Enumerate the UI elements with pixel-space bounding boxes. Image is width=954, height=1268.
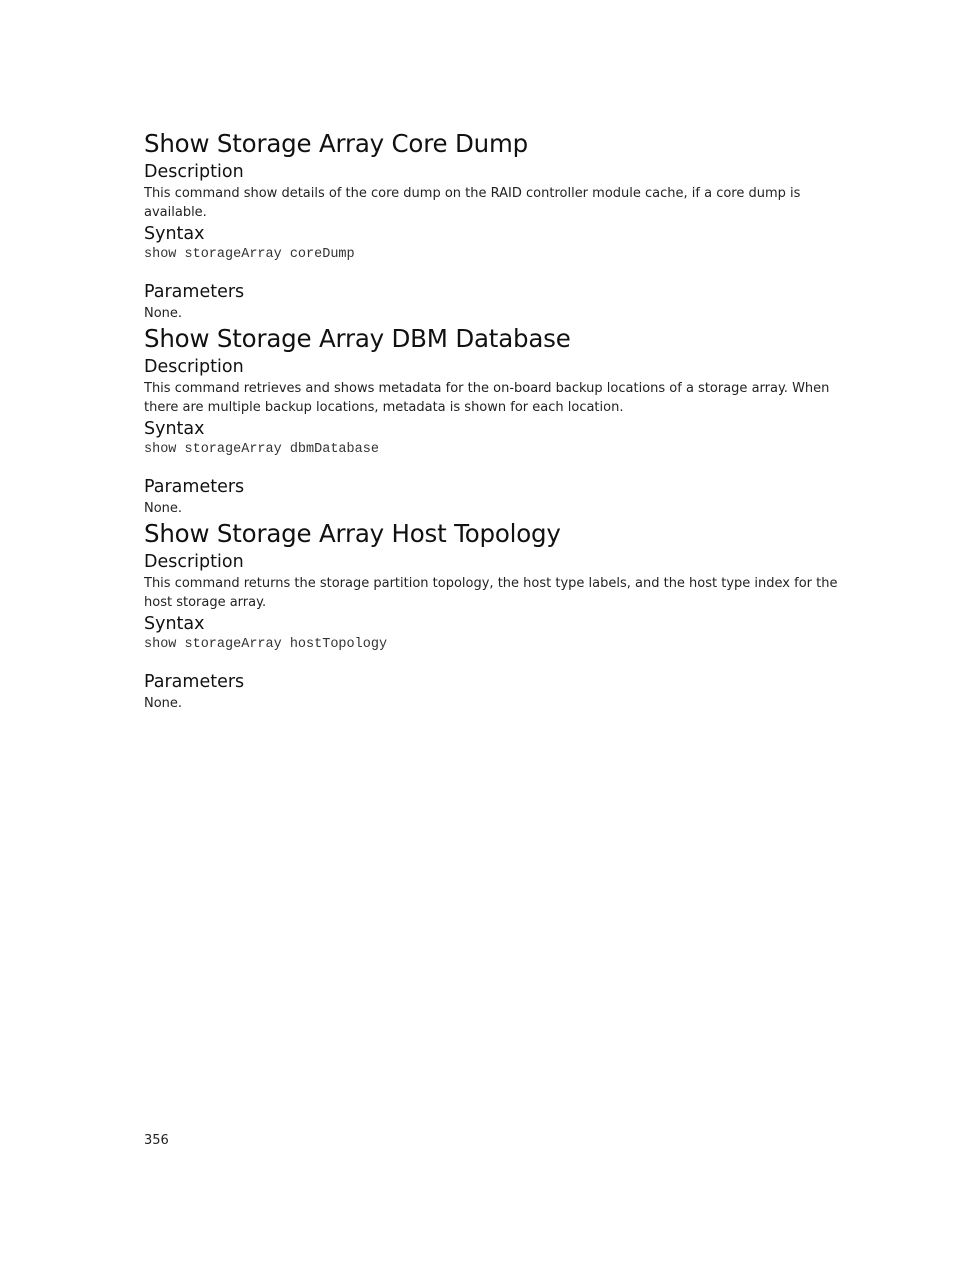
parameters-text: None.: [144, 501, 183, 516]
description-line: This command returns the storage partition topology, the host type labels, and the host type index for the: [144, 576, 838, 591]
description-text: [144, 379, 844, 417]
parameters-heading: Parameters: [144, 477, 245, 497]
page-number: 356: [144, 1133, 169, 1148]
description-line: available.: [144, 205, 207, 220]
parameters-text: None.: [144, 306, 183, 321]
syntax-code: show storageArray hostTopology: [144, 637, 388, 652]
description-heading: Description: [144, 162, 244, 182]
description-line: there are multiple backup locations, metadata is shown for each location.: [144, 400, 624, 415]
section-title: Show Storage Array DBM Database: [144, 324, 571, 353]
page-content: [144, 128, 844, 713]
syntax-heading: Syntax: [144, 614, 205, 634]
description-text: [144, 574, 844, 612]
description-line: This command retrieves and shows metadata for the on-board backup locations of a storage array. When: [144, 381, 830, 396]
parameters-heading: Parameters: [144, 672, 245, 692]
section-core-dump: [144, 128, 844, 323]
syntax-code: show storageArray coreDump: [144, 247, 355, 262]
description-line: This command show details of the core dump on the RAID controller module cache, if a core dump is: [144, 186, 801, 201]
description-heading: Description: [144, 552, 244, 572]
syntax-heading: Syntax: [144, 224, 205, 244]
section-title: Show Storage Array Host Topology: [144, 519, 561, 548]
section-host-topology: [144, 518, 844, 713]
section-title: Show Storage Array Core Dump: [144, 129, 529, 158]
section-dbm-database: [144, 323, 844, 518]
description-line: host storage array.: [144, 595, 267, 610]
description-heading: Description: [144, 357, 244, 377]
parameters-text: None.: [144, 696, 183, 711]
parameters-heading: Parameters: [144, 282, 245, 302]
syntax-code: show storageArray dbmDatabase: [144, 442, 379, 457]
syntax-heading: Syntax: [144, 419, 205, 439]
description-text: [144, 184, 844, 222]
